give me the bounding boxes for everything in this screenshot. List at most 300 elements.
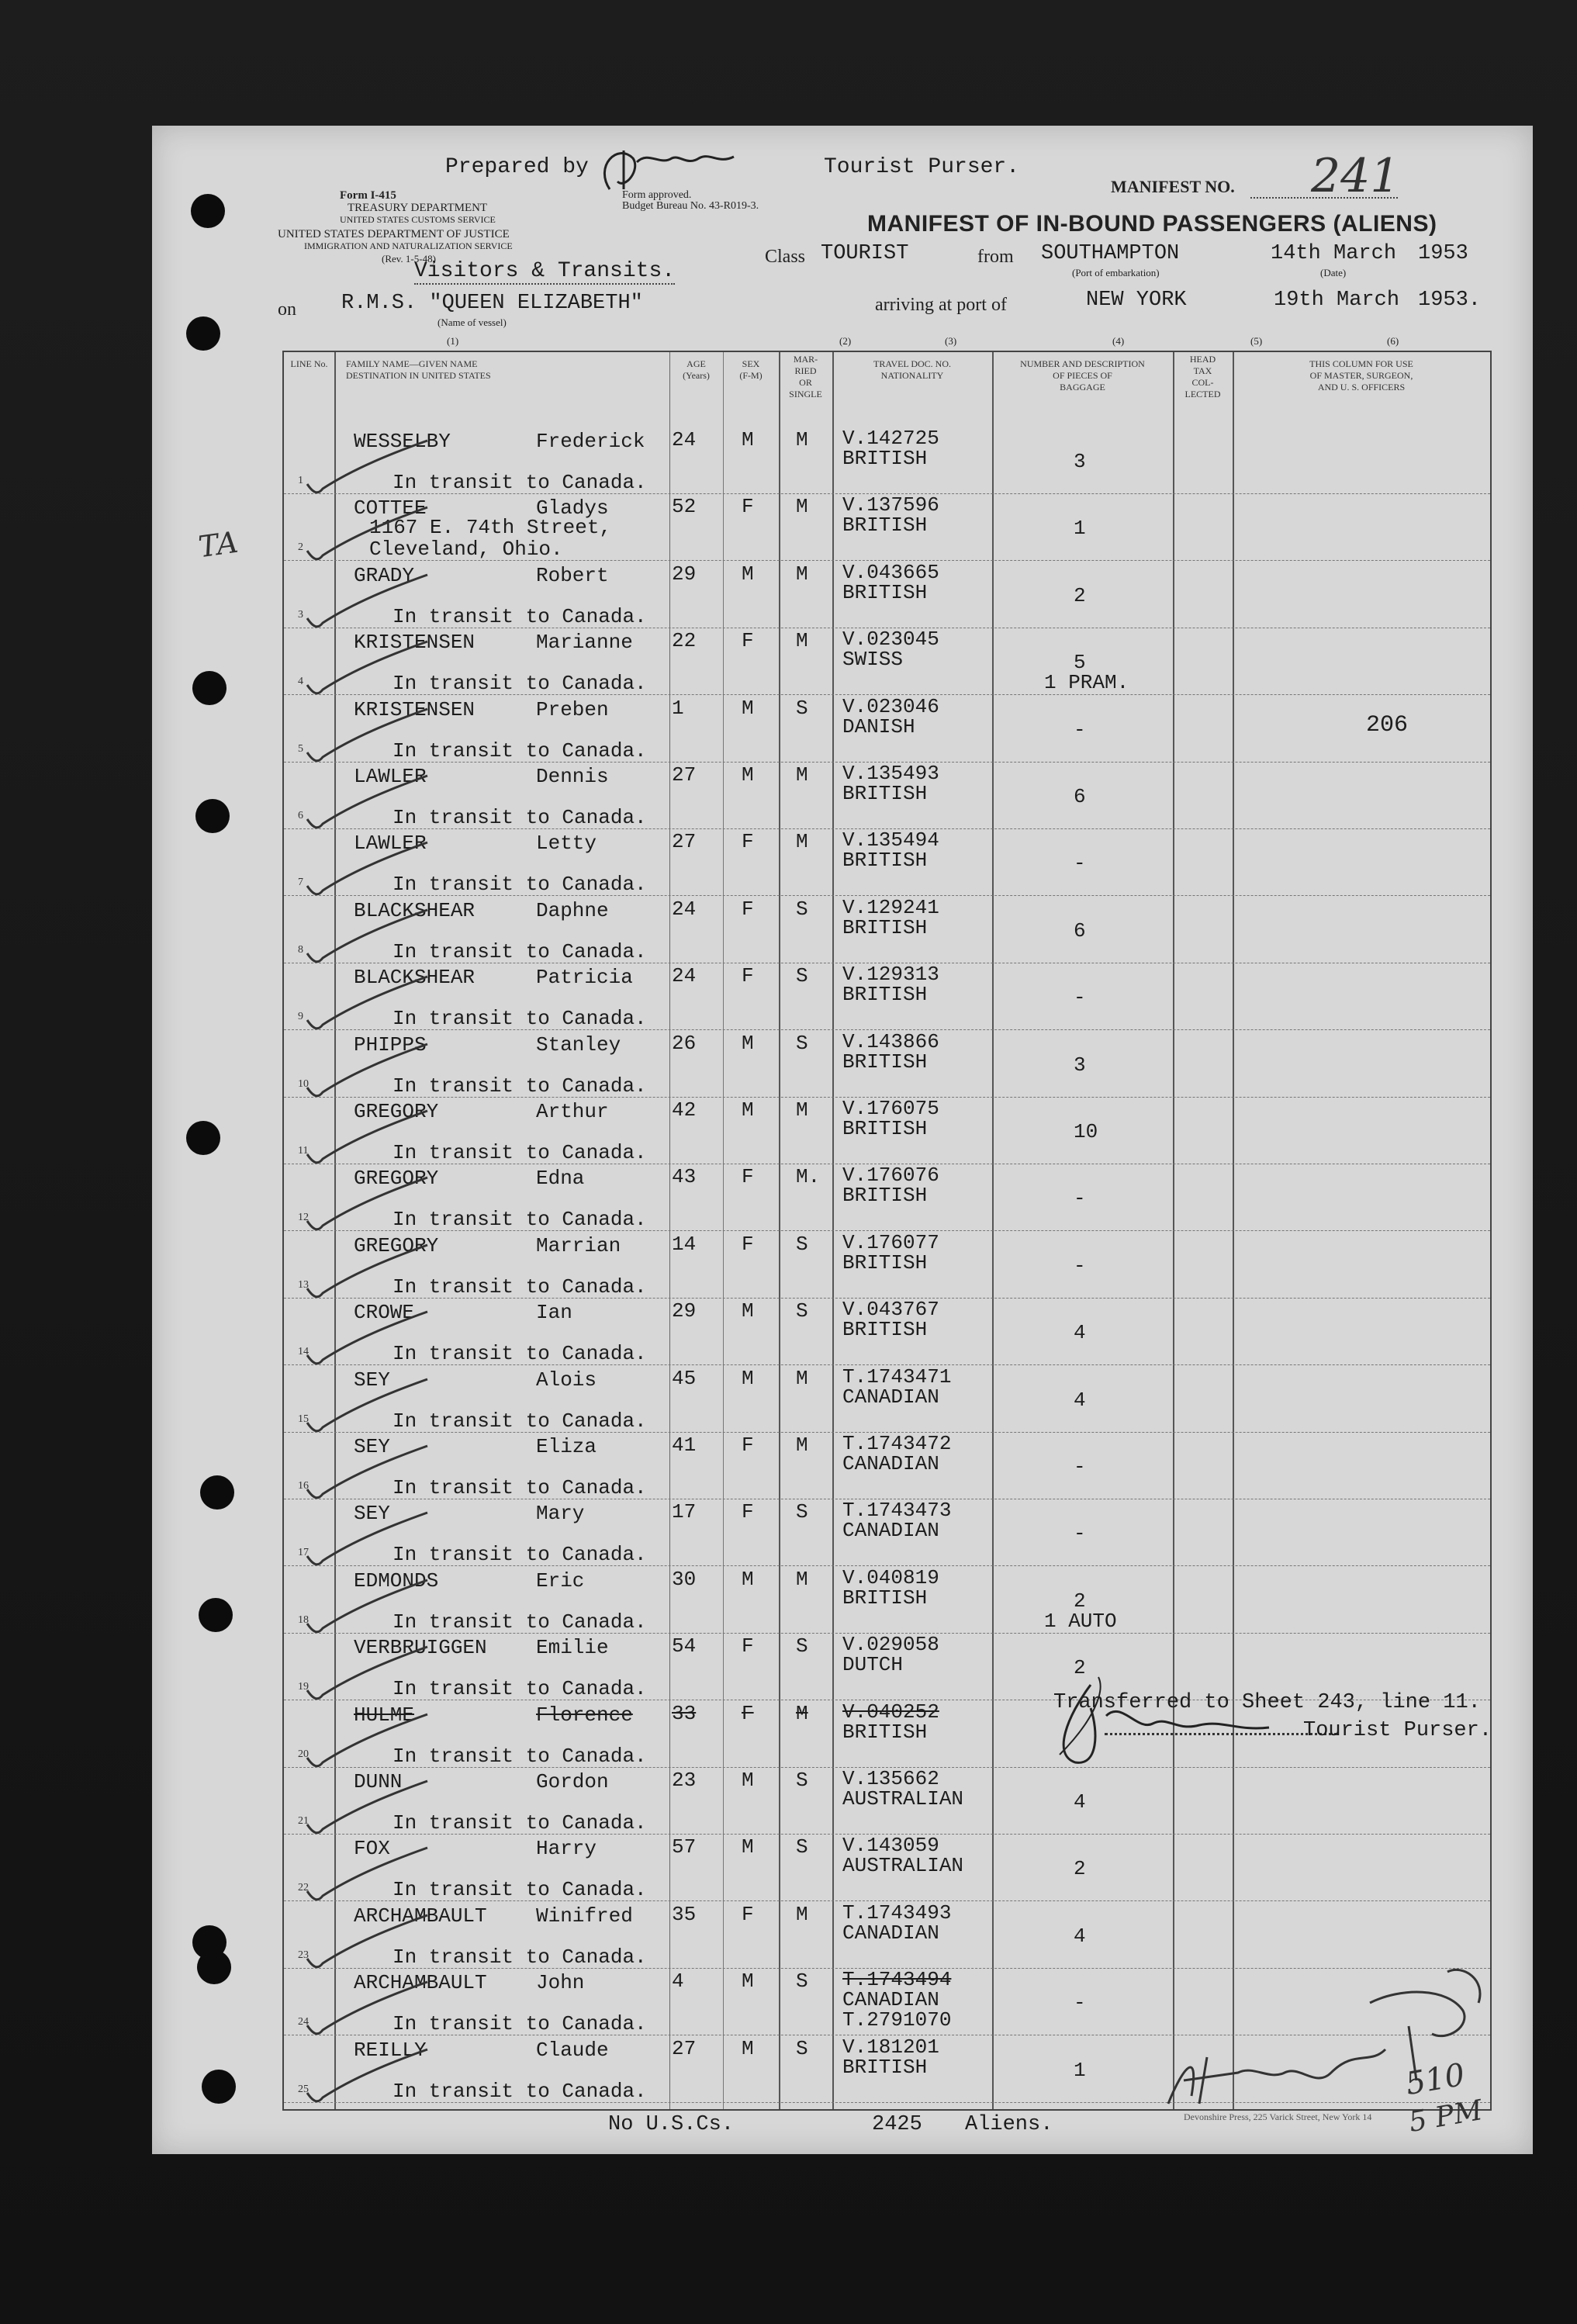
line-number: 17	[298, 1547, 309, 1559]
marital-status: M	[796, 1433, 808, 1457]
family-name: WESSELBY	[354, 430, 451, 453]
age-value: 23	[672, 1769, 697, 1792]
transfer-note: Transferred to Sheet 243, line 11.	[1053, 1691, 1481, 1714]
line-number: 12	[298, 1212, 309, 1224]
destination: In transit to Canada.	[393, 672, 647, 696]
age-value: 27	[672, 2036, 697, 2060]
table-row	[284, 896, 1490, 963]
visitors-transits: Visitors & Transits.	[414, 259, 676, 283]
destination: In transit to Canada.	[393, 1677, 647, 1701]
nationality: CANADIAN	[842, 1988, 939, 2012]
age-value: 26	[672, 1031, 697, 1055]
from-label: from	[977, 247, 1014, 267]
sex-value: F	[742, 897, 754, 921]
travel-doc-number: V.181201	[842, 2035, 939, 2059]
check-mark	[299, 773, 431, 835]
family-name: VERBRUIGGEN	[354, 1636, 487, 1660]
travel-doc-number: V.023046	[842, 694, 939, 718]
header-age: AGE (Years)	[683, 358, 710, 381]
age-value: 22	[672, 629, 697, 653]
marital-status: M	[796, 562, 808, 586]
marital-status: S	[796, 1634, 808, 1658]
travel-doc-number: T.1743472	[842, 1432, 952, 1455]
passenger-table	[282, 351, 1492, 2111]
destination: In transit to Canada.	[393, 1274, 647, 1299]
nationality: BRITISH	[842, 580, 928, 604]
destination: In transit to Canada.	[393, 1878, 647, 1902]
family-name: KRISTENSEN	[354, 631, 476, 655]
nationality: BRITISH	[842, 983, 928, 1007]
given-name: Mary	[536, 1502, 585, 1526]
check-mark	[299, 1242, 431, 1304]
given-name: Gordon	[536, 1770, 609, 1793]
travel-doc-number: T.1743471	[842, 1364, 952, 1389]
punch-hole	[191, 194, 225, 228]
sex-value: M	[742, 428, 754, 451]
table-row	[284, 1767, 1490, 1834]
col-num-2: (2)	[839, 335, 852, 347]
baggage-count: 4	[1074, 1388, 1086, 1412]
age-value: 45	[672, 1366, 697, 1390]
marital-status: M	[796, 1098, 808, 1122]
sex-value: M	[742, 1031, 754, 1055]
age-value: 54	[672, 1634, 697, 1658]
travel-doc-number: V.137596	[842, 493, 939, 517]
given-name: Daphne	[536, 898, 609, 922]
line-number: 9	[298, 1011, 303, 1023]
nationality: BRITISH	[842, 782, 928, 805]
transfer-signature	[1044, 1669, 1292, 1778]
sex-value: F	[742, 1634, 754, 1658]
marital-status: S	[796, 897, 808, 921]
destination: In transit to Canada.	[393, 604, 647, 628]
sex-value: M	[742, 2036, 754, 2060]
check-mark	[299, 1912, 431, 1974]
table-row	[284, 762, 1490, 828]
marital-status: S	[796, 1500, 808, 1524]
given-name: Gladys	[536, 496, 609, 520]
sex-value: M	[742, 763, 754, 787]
sex-value: M	[742, 1366, 754, 1390]
baggage-count: -	[1074, 1522, 1086, 1546]
marital-status: M	[796, 1902, 808, 1926]
nationality: BRITISH	[842, 849, 928, 873]
destination: In transit to Canada.	[393, 1141, 647, 1164]
baggage-count: 2	[1074, 1656, 1086, 1680]
immigration-service: IMMIGRATION AND NATURALIZATION SERVICE	[304, 240, 513, 251]
sex-value: M	[742, 696, 754, 720]
baggage-count: -	[1074, 852, 1086, 876]
header-travel-doc: TRAVEL DOC. NO. NATIONALITY	[873, 358, 951, 381]
family-name: PHIPPS	[354, 1032, 427, 1057]
check-mark	[299, 2046, 431, 2108]
col-num-4: (4)	[1112, 335, 1125, 347]
age-value: 29	[672, 1299, 697, 1323]
destination: In transit to Canada.	[393, 1945, 647, 1969]
baggage-count: 2	[1074, 1589, 1086, 1613]
given-name: Marrian	[536, 1233, 621, 1257]
nationality: CANADIAN	[842, 1519, 939, 1543]
marital-status: M	[796, 830, 808, 854]
baggage-count: -	[1074, 1991, 1086, 2015]
travel-doc-number: V.040819	[842, 1565, 939, 1589]
travel-doc-number: V.129313	[842, 963, 939, 987]
col-num-1: (1)	[447, 335, 459, 347]
aliens-count: 2425	[872, 2113, 922, 2136]
sex-value: M	[742, 1098, 754, 1122]
punch-hole	[195, 799, 230, 833]
manifest-no: 241	[1311, 149, 1400, 203]
punch-hole	[197, 1950, 231, 1984]
table-row	[284, 1499, 1490, 1565]
table-row	[284, 695, 1490, 762]
age-value: 43	[672, 1165, 697, 1189]
destination: In transit to Canada.	[393, 471, 647, 494]
family-name: KRISTENSEN	[354, 697, 476, 721]
travel-doc-number: T.1743473	[842, 1499, 952, 1523]
punch-hole	[200, 1475, 234, 1510]
marital-status: M	[796, 763, 808, 787]
date-caption: (Date)	[1320, 267, 1347, 278]
family-name: LAWLER	[354, 832, 427, 856]
punch-hole	[186, 316, 220, 351]
baggage-description: 1 AUTO	[1044, 1609, 1117, 1633]
line-number: 19	[298, 1681, 309, 1693]
line-number: 25	[298, 2083, 309, 2095]
sex-value: M	[742, 1769, 754, 1792]
nationality: BRITISH	[842, 1720, 928, 1744]
table-row	[284, 1097, 1490, 1164]
marital-status: S	[796, 1232, 808, 1256]
nationality: SWISS	[842, 648, 904, 672]
nationality: BRITISH	[842, 514, 928, 538]
given-name: Harry	[536, 1837, 597, 1861]
destination: In transit to Canada.	[393, 806, 647, 829]
sex-value: F	[742, 1433, 754, 1457]
sex-value: F	[742, 495, 754, 519]
sex-value: F	[742, 629, 754, 653]
family-name: BLACKSHEAR	[354, 898, 476, 922]
sex-value: F	[742, 830, 754, 854]
given-name: Dennis	[536, 765, 609, 788]
line-number: 21	[298, 1815, 309, 1827]
line-number: 2	[298, 541, 303, 554]
destination: In transit to Canada.	[393, 1610, 647, 1634]
travel-doc-number: V.135662	[842, 1767, 939, 1790]
destination: In transit to Canada.	[393, 2012, 647, 2036]
age-value: 57	[672, 1835, 697, 1859]
aliens-label: Aliens.	[965, 2113, 1053, 2136]
nationality: DANISH	[842, 714, 915, 738]
family-name: BLACKSHEAR	[354, 966, 476, 990]
baggage-count: 4	[1074, 1321, 1086, 1345]
table-row	[284, 1164, 1490, 1230]
punch-hole	[186, 1121, 220, 1155]
marital-status: S	[796, 1299, 808, 1323]
line-number: 10	[298, 1077, 309, 1090]
baggage-count: 5	[1074, 651, 1086, 675]
baggage-count: -	[1074, 1187, 1086, 1211]
travel-doc-number-2: T.2791070	[842, 2008, 952, 2032]
age-value: 30	[672, 1567, 697, 1591]
age-value: 24	[672, 964, 697, 988]
line-number: 15	[298, 1413, 309, 1425]
given-name: Marianne	[536, 631, 633, 655]
travel-doc-number: V.143866	[842, 1029, 939, 1053]
check-mark	[299, 1778, 431, 1840]
us-citizens-count: No U.S.Cs.	[608, 2113, 735, 2136]
nationality: CANADIAN	[842, 1452, 939, 1475]
baggage-count: 10	[1074, 1120, 1098, 1143]
family-name: SEY	[354, 1502, 390, 1526]
destination: In transit to Canada.	[393, 1811, 647, 1835]
sex-value: F	[742, 1232, 754, 1256]
family-name: ARCHAMBAULT	[354, 1904, 487, 1928]
age-value: 52	[672, 495, 697, 519]
age-value: 4	[672, 1970, 684, 1994]
punch-hole	[199, 1598, 233, 1632]
port-of-embarkation: SOUTHAMPTON	[1041, 242, 1180, 265]
travel-doc-number: V.143059	[842, 1834, 939, 1858]
table-row	[284, 1432, 1490, 1499]
marital-status: M	[796, 428, 808, 451]
nationality: BRITISH	[842, 2055, 928, 2079]
marital-status: M	[796, 495, 808, 519]
sex-value: M	[742, 1835, 754, 1859]
family-name: HULME	[354, 1703, 415, 1727]
destination: In transit to Canada.	[393, 1007, 647, 1031]
line-number: 3	[298, 608, 303, 621]
line-number: 23	[298, 1949, 309, 1961]
sex-value: F	[742, 1902, 754, 1926]
header-head-tax: HEAD TAX COL- LECTED	[1184, 354, 1221, 399]
age-value: 42	[672, 1098, 697, 1122]
marital-status: S	[796, 964, 808, 988]
line-number: 24	[298, 2016, 309, 2028]
age-value: 14	[672, 1232, 697, 1256]
line-number: 16	[298, 1480, 309, 1492]
baggage-count: 1	[1074, 517, 1086, 541]
travel-doc-number: V.029058	[842, 1633, 939, 1657]
given-name: Emilie	[536, 1636, 609, 1660]
signature-time: 5 PM	[1406, 2094, 1485, 2139]
table-row	[284, 828, 1490, 895]
table-row	[284, 628, 1490, 694]
check-mark	[299, 437, 431, 500]
given-name: Winifred	[536, 1904, 633, 1928]
travel-doc-number: V.129241	[842, 895, 939, 919]
check-mark	[299, 1577, 431, 1639]
given-name: Stanley	[536, 1032, 621, 1057]
baggage-count: 4	[1074, 1790, 1086, 1814]
sex-value: F	[742, 1500, 754, 1524]
sex-value: F	[742, 1165, 754, 1189]
given-name: Claude	[536, 2038, 609, 2062]
vessel-caption: (Name of vessel)	[437, 316, 507, 328]
family-name: REILLY	[354, 2038, 427, 2062]
travel-doc-number: V.135493	[842, 762, 939, 785]
line-number: 1	[298, 475, 303, 486]
check-mark	[299, 907, 431, 969]
family-name: SEY	[354, 1368, 390, 1392]
arrival-port: NEW YORK	[1086, 289, 1187, 312]
table-row	[284, 1231, 1490, 1298]
manifest-no-label: MANIFEST NO.	[1111, 177, 1235, 196]
given-name: Florence	[536, 1703, 633, 1727]
destination: In transit to Canada.	[393, 2079, 647, 2103]
marital-status: S	[796, 696, 808, 720]
header-line-no: LINE No.	[290, 358, 328, 369]
vessel-name: R.M.S. "QUEEN ELIZABETH"	[341, 292, 643, 315]
col-num-6: (6)	[1387, 335, 1399, 347]
baggage-count: 2	[1074, 1857, 1086, 1881]
nationality: BRITISH	[842, 447, 928, 470]
destination: In transit to Canada.	[393, 1342, 647, 1366]
col-num-5: (5)	[1250, 335, 1263, 347]
age-value: 17	[672, 1500, 697, 1524]
baggage-count: 3	[1074, 450, 1086, 473]
destination: In transit to Canada.	[393, 1409, 647, 1433]
travel-doc-number: V.176077	[842, 1230, 939, 1254]
check-mark	[299, 1510, 431, 1572]
line-number: 20	[298, 1748, 309, 1760]
check-mark	[299, 1376, 431, 1438]
given-name: Eliza	[536, 1435, 597, 1458]
sex-value: M	[742, 1299, 754, 1323]
line-number: 13	[298, 1278, 309, 1291]
family-name: GREGORY	[354, 1233, 439, 1257]
table-row	[284, 561, 1490, 628]
travel-doc-number: T.1743493	[842, 1900, 952, 1925]
family-name: DUNN	[354, 1770, 403, 1793]
travel-doc-number: V.040252	[842, 1700, 939, 1724]
check-mark	[299, 504, 431, 566]
destination: In transit to Canada.	[393, 1744, 647, 1768]
age-value: 27	[672, 830, 697, 854]
marital-status: M	[796, 629, 808, 653]
given-name: John	[536, 1971, 585, 1995]
marital-status: M	[796, 1366, 808, 1390]
arrival-date: 19th March	[1274, 289, 1400, 312]
justice-department: UNITED STATES DEPARTMENT OF JUSTICE	[278, 228, 510, 240]
nationality: BRITISH	[842, 1117, 928, 1140]
family-name: CROWE	[354, 1301, 415, 1325]
given-name: Eric	[536, 1568, 585, 1593]
nationality: CANADIAN	[842, 1385, 939, 1409]
given-name: Arthur	[536, 1100, 609, 1123]
nationality: BRITISH	[842, 1184, 928, 1208]
printer-imprint: Devonshire Press, 225 Varick Street, New York 14	[1184, 2111, 1372, 2122]
age-value: 24	[672, 897, 697, 921]
travel-doc-number: V.142725	[842, 427, 939, 450]
table-row	[284, 1298, 1490, 1364]
age-value: 33	[672, 1701, 697, 1725]
given-name: Alois	[536, 1368, 597, 1392]
check-mark	[299, 706, 431, 768]
tourist-purser-label: Tourist Purser.	[824, 155, 1020, 179]
travel-doc-number: V.043665	[842, 560, 939, 584]
check-mark	[299, 638, 431, 700]
line-number: 5	[298, 742, 303, 755]
check-mark	[299, 1644, 431, 1706]
table-row	[284, 1030, 1490, 1097]
travel-doc-number: T.1743494	[842, 1968, 952, 1992]
travel-doc-number: V.023045	[842, 628, 939, 652]
table-row	[284, 427, 1490, 493]
travel-doc-number: V.043767	[842, 1298, 939, 1322]
check-mark	[299, 974, 431, 1036]
nationality: BRITISH	[842, 1050, 928, 1074]
arriving-label: arriving at port of	[875, 295, 1007, 315]
family-name: ARCHAMBAULT	[354, 1971, 487, 1995]
check-mark	[299, 1979, 431, 2041]
given-name: Frederick	[536, 430, 645, 453]
transfer-purser: Tourist Purser.	[1303, 1719, 1492, 1742]
line-number: 7	[298, 877, 303, 889]
nationality: AUSTRALIAN	[842, 1787, 964, 1810]
form-approved: Form approved.	[622, 189, 692, 201]
budget-bureau: Budget Bureau No. 43-R019-3.	[622, 200, 759, 212]
baggage-count: -	[1074, 1455, 1086, 1478]
nationality: BRITISH	[842, 1250, 928, 1274]
check-mark	[299, 1309, 431, 1371]
age-value: 1	[672, 696, 684, 720]
travel-doc-number: V.135494	[842, 828, 939, 852]
marital-status: S	[796, 1835, 808, 1859]
given-name: Letty	[536, 832, 597, 856]
line-number: 4	[298, 676, 303, 688]
on-label: on	[278, 299, 296, 320]
form-number: Form I-415	[340, 189, 396, 202]
header-married: MAR- RIED OR SINGLE	[789, 354, 822, 399]
header-officers: THIS COLUMN FOR USE OF MASTER, SURGEON, AND U. S. OFFICERS	[1309, 358, 1413, 393]
check-mark	[299, 1108, 431, 1170]
line-number: 11	[298, 1145, 309, 1157]
destination: In transit to Canada.	[393, 939, 647, 963]
given-name: Edna	[536, 1167, 585, 1191]
destination: In transit to Canada.	[393, 738, 647, 763]
nationality: BRITISH	[842, 1586, 928, 1610]
table-row	[284, 493, 1490, 560]
arrival-year: 1953.	[1418, 289, 1482, 312]
revision-date: (Rev. 1-5-48)	[382, 253, 436, 265]
marital-status: M.	[796, 1165, 821, 1189]
baggage-count: 6	[1074, 785, 1086, 808]
family-name: COTTEE	[354, 496, 427, 520]
age-value: 29	[672, 562, 697, 586]
header-sex: SEX (F-M)	[739, 358, 763, 381]
marital-status: S	[796, 1031, 808, 1055]
check-mark	[299, 1041, 431, 1103]
given-name: Preben	[536, 697, 609, 721]
family-name: GRADY	[354, 563, 415, 587]
baggage-count: -	[1074, 986, 1086, 1010]
baggage-count: 6	[1074, 918, 1086, 942]
family-name: LAWLER	[354, 765, 427, 788]
destination: In transit to Canada.	[393, 1543, 647, 1567]
destination: In transit to Canada.	[393, 873, 647, 897]
check-mark	[299, 839, 431, 901]
marginal-ta: TA	[196, 524, 240, 565]
baggage-count: 2	[1074, 583, 1086, 607]
marital-status: S	[796, 1769, 808, 1792]
destination: 1167 E. 74th Street, Cleveland, Ohio.	[369, 516, 612, 562]
check-mark	[299, 572, 431, 634]
marital-status: M	[796, 1567, 808, 1591]
header-baggage: NUMBER AND DESCRIPTION OF PIECES OF BAGGAGE	[1020, 358, 1145, 393]
manifest-sheet	[152, 126, 1533, 2154]
class-value: TOURIST	[821, 242, 909, 265]
